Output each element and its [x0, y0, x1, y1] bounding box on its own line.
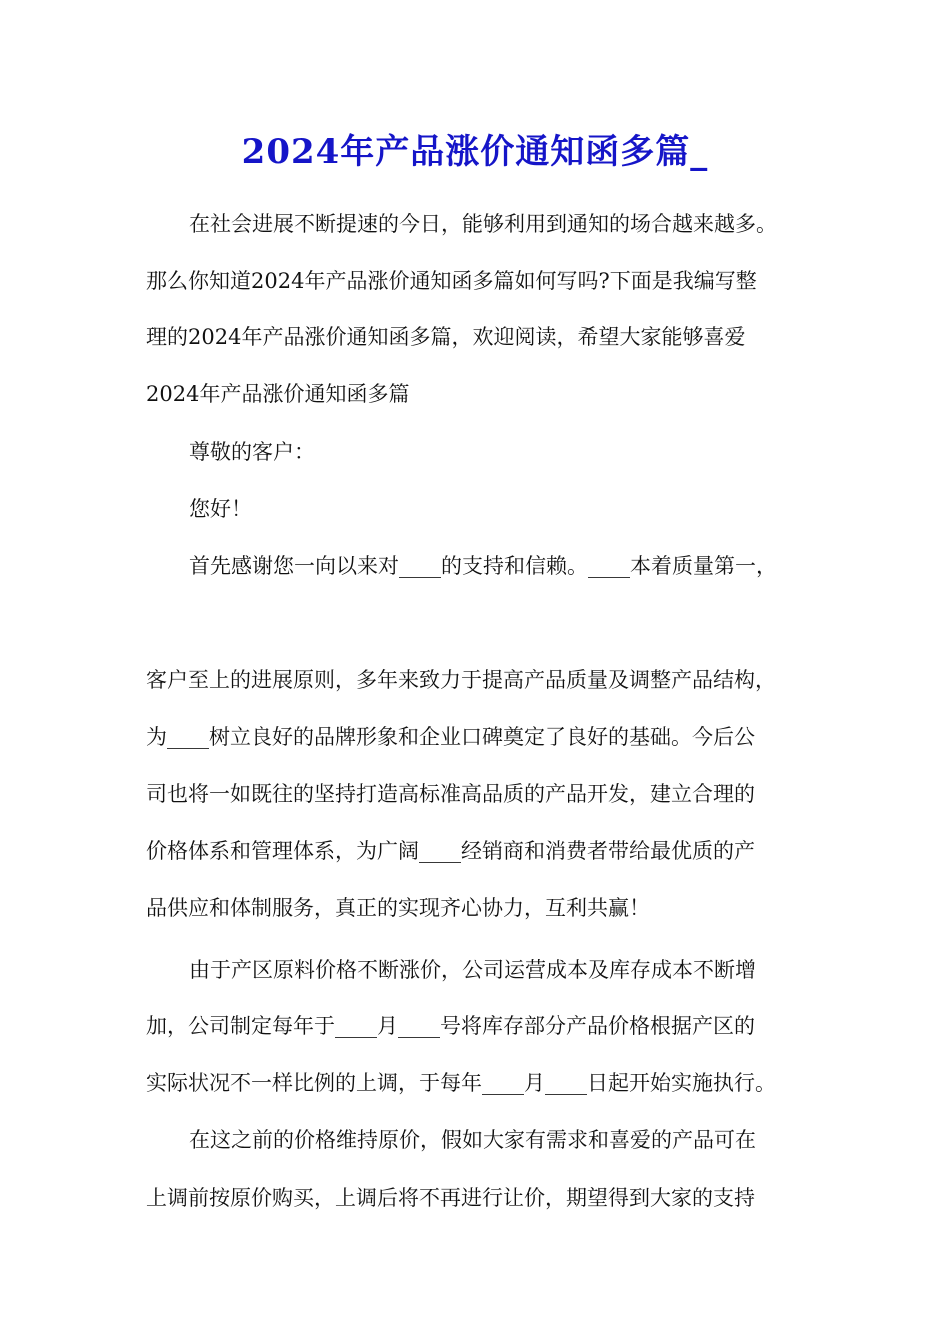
- body-line: 在社会进展不断提速的今日，能够利用到通知的场合越来越多。: [189, 212, 777, 236]
- body-line: 价格体系和管理体系，为广阔____经销商和消费者带给最优质的产: [146, 839, 755, 863]
- body-line: 司也将一如既往的坚持打造高标准高品质的产品开发，建立合理的: [146, 782, 755, 806]
- body-line: 上调前按原价购买，上调后将不再进行让价，期望得到大家的支持: [146, 1186, 755, 1210]
- greeting: 您好！: [189, 497, 252, 521]
- body-line: 首先感谢您一向以来对____的支持和信赖。____本着质量第一，: [189, 554, 777, 578]
- body-line: 2024年产品涨价通知函多篇: [146, 382, 410, 406]
- salutation: 尊敬的客户：: [189, 440, 315, 464]
- body-line: 加，公司制定每年于____月____号将库存部分产品价格根据产区的: [146, 1014, 755, 1038]
- body-line: 在这之前的价格维持原价，假如大家有需求和喜爱的产品可在: [189, 1128, 756, 1152]
- body-line: 理的2024年产品涨价通知函多篇，欢迎阅读，希望大家能够喜爱: [146, 325, 746, 349]
- body-line: 由于产区原料价格不断涨价，公司运营成本及库存成本不断增: [189, 958, 756, 982]
- body-line: 客户至上的进展原则，多年来致力于提高产品质量及调整产品结构，: [146, 668, 776, 692]
- body-line: 实际状况不一样比例的上调，于每年____月____日起开始实施执行。: [146, 1071, 776, 1095]
- document-title: 2024年产品涨价通知函多篇_: [241, 132, 709, 172]
- body-line: 为____树立良好的品牌形象和企业口碑奠定了良好的基础。今后公: [146, 725, 755, 749]
- body-line: 品供应和体制服务，真正的实现齐心协力，互利共赢！: [146, 896, 650, 920]
- body-line: 那么你知道2024年产品涨价通知函多篇如何写吗?下面是我编写整: [146, 269, 757, 293]
